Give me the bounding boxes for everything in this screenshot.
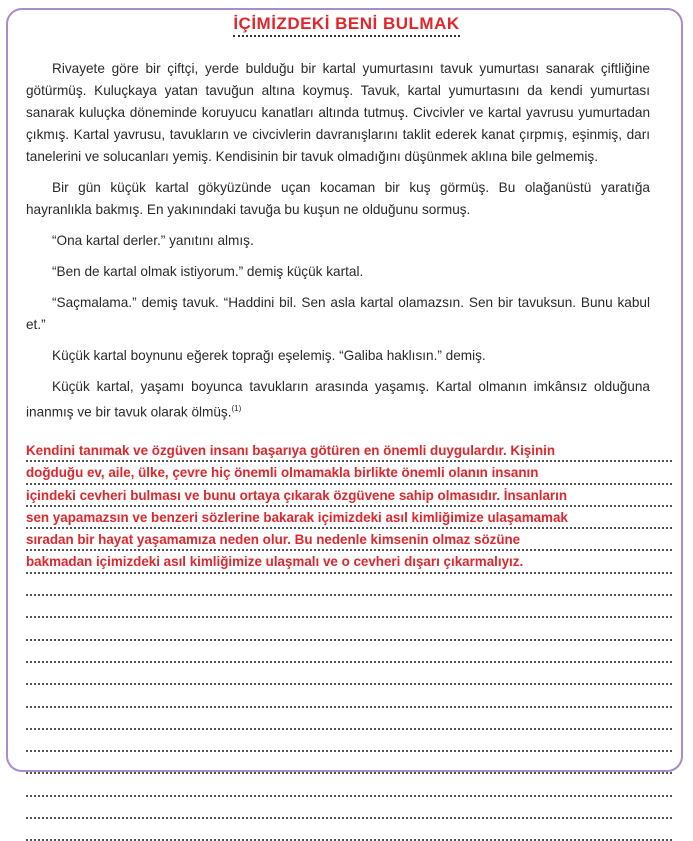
answer-line[interactable] (26, 440, 672, 462)
answer-line[interactable] (26, 819, 672, 841)
answer-line[interactable] (26, 529, 672, 551)
answer-line[interactable] (26, 551, 672, 573)
answer-lines (26, 440, 672, 841)
answer-line[interactable] (26, 462, 672, 484)
answer-line[interactable] (26, 797, 672, 819)
story-paragraph: Bir gün küçük kartal gökyüzünde uçan kocaman bir kuş görmüş. Bu olağanüstü yaratığa hayranlıkla bakmış. En yakınındaki tavuğa bu kuşun ne olduğunu sormuş. (26, 180, 650, 217)
answer-line[interactable] (26, 507, 672, 529)
answer-line-text: Kendini tanımak ve özgüven insanı başarıya götüren en önemli duygulardır. Kişinin (26, 443, 556, 458)
answer-line[interactable] (26, 685, 672, 707)
story-paragraph: Küçük kartal boynunu eğerek toprağı eşelemiş. “Galiba haklısın.” demiş. (52, 348, 486, 363)
answer-line-text: sıradan bir hayat yaşamamıza neden olur. Bu nedenle kimsenin olmaz sözüne (26, 532, 521, 548)
page-title (0, 14, 693, 34)
answer-line-text: doğduğu ev, aile, ülke, çevre hiç önemli olmamakla birlikte önemli olanın insanın (26, 465, 539, 481)
answer-line[interactable] (26, 574, 672, 596)
story-paragraph: “Saçmalama.” demiş tavuk. “Haddini bil. Sen asla kartal olamazsın. Sen bir tavuksun. Bunu kabul et.” (26, 295, 650, 332)
story-paragraph-text: Küçük kartal, yaşamı boyunca tavukların arasında yaşamış. Kartal olmanın imkânsız olduğuna inanmış ve bir tavuk olarak ölmüş. (26, 379, 650, 420)
answer-line[interactable] (26, 708, 672, 730)
answer-line[interactable] (26, 730, 672, 752)
story-text (26, 58, 650, 433)
answer-line-text: bakmadan içimizdeki asıl kimliğimize ulaşmalı ve o cevheri dışarı çıkarmalıyız. (26, 554, 524, 570)
story-paragraph: “Ona kartal derler.” yanıtını almış. (52, 233, 254, 248)
answer-line[interactable] (26, 752, 672, 774)
footnote-marker: (1) (231, 404, 242, 413)
story-paragraph-last (26, 376, 650, 424)
answer-line[interactable] (26, 774, 672, 796)
answer-line-text: içindeki cevheri bulması ve bunu ortaya çıkarak özgüvene sahip olmasıdır. İnsanların (26, 487, 568, 503)
story-paragraph: “Ben de kartal olmak istiyorum.” demiş küçük kartal. (52, 264, 364, 279)
story-paragraph: Rivayete göre bir çiftçi, yerde bulduğu bir kartal yumurtasını tavuk yumurtası sanarak çiftliğine götürmüş. Kuluçkaya yatan tavuğun altına koymuş. Tavuk, kartal yumurtasını da kendi yumurtası sanarak kuluçka döneminde koruyucu kanatları altında tutmuş. Civcivler ve kartal yavrusu yumurtadan çıkmış. Kartal yavrusu, tavukların ve civcivlerin davranışlarını taklit ederek kanat çırpmış, eşinmiş, darı tanelerini ve solucanları yemiş. Kendisinin bir tavuk olmadığını düşünmek aklına bile gelmemiş. (26, 61, 650, 164)
answer-line[interactable] (26, 641, 672, 663)
answer-line[interactable] (26, 663, 672, 685)
answer-line-text: sen yapamazsın ve benzeri sözlerine bakarak içimizdeki asıl kimliğimize ulaşamamak (26, 509, 568, 525)
answer-line[interactable] (26, 596, 672, 618)
title-text: İÇİMİZDEKİ BENİ BULMAK (233, 14, 459, 37)
answer-line[interactable] (26, 485, 672, 507)
answer-line[interactable] (26, 618, 672, 640)
